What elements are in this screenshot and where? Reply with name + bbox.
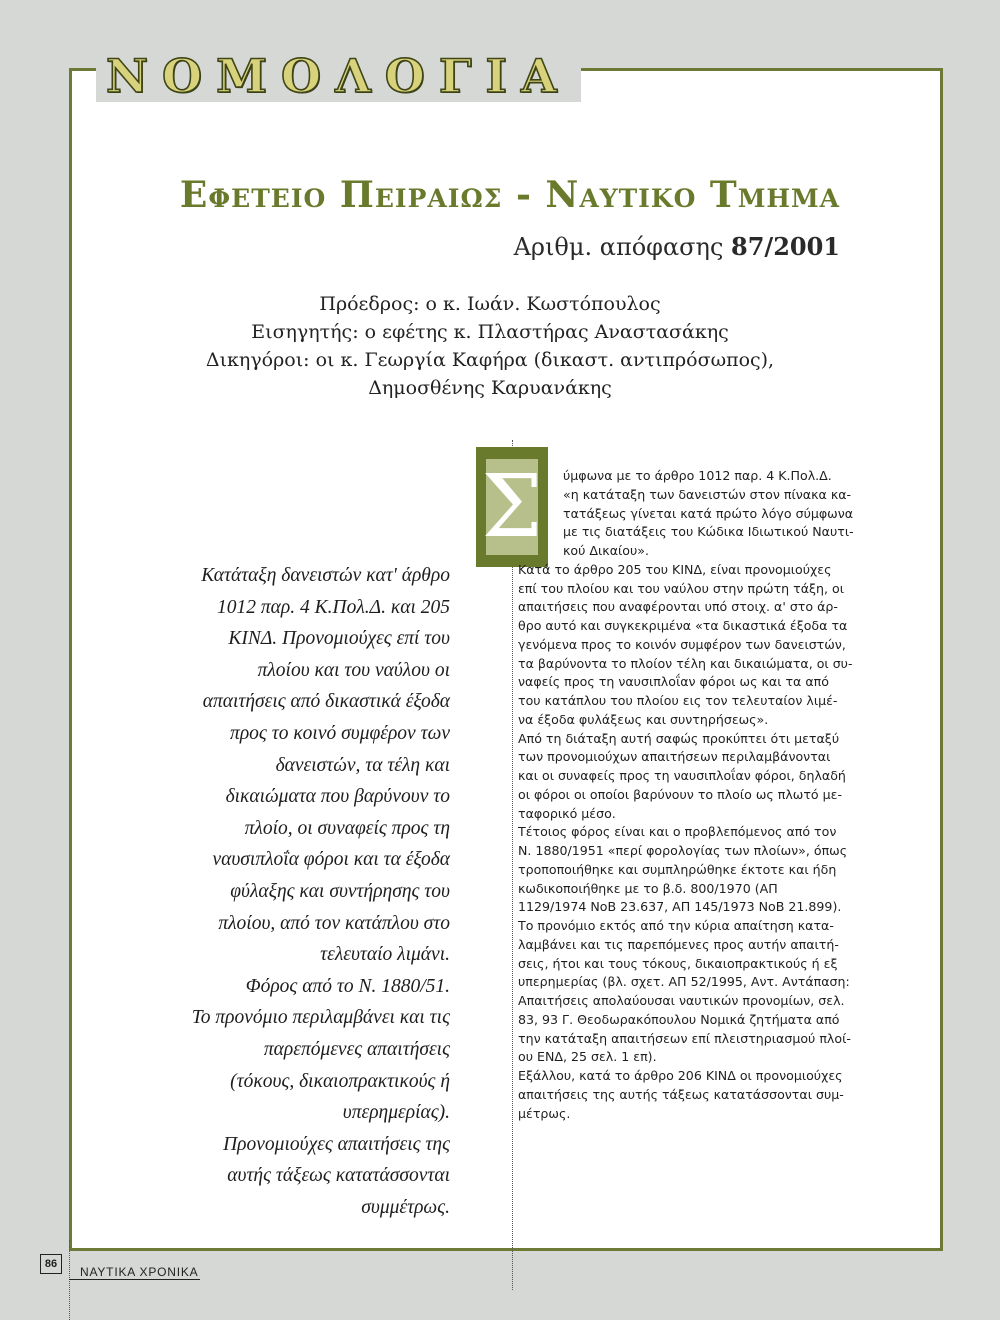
body-line: του κατάπλου του πλοίου εις τον τελευταίον λιμέ-	[518, 693, 838, 708]
decision-label: Αριθμ. απόφασης	[513, 233, 724, 261]
summary-line: παρεπόμενες απαιτήσεις	[263, 1038, 450, 1060]
summary-line: φύλαξης και συντήρησης του	[230, 880, 450, 902]
body-line: Από τη διάταξη αυτή σαφώς προκύπτει ότι μεταξύ	[518, 730, 840, 746]
body-line: ταφορικό μέσο.	[518, 805, 616, 821]
body-line: απαιτήσεις που αναφέρονται υπό στοιχ. α' στο άρ-	[518, 599, 838, 615]
body-line: υπερημερίας (βλ. σχετ. ΑΠ 52/1995, Αντ. Αντάπαση:	[518, 974, 850, 990]
body-line: Το προνόμιο εκτός από την κύρια απαίτηση κατα-	[518, 918, 834, 933]
summary-line: δικαιώματα που βαρύνουν το	[225, 786, 450, 808]
article-body	[518, 467, 888, 1123]
body-line: λαμβάνει και τις παρεπόμενες προς αυτήν απαιτή-	[518, 936, 839, 952]
summary-line: απαιτήσεις από δικαστικά έξοδα	[202, 691, 450, 713]
summary-line: υπερημερίας).	[342, 1102, 450, 1124]
body-line: ύμφωνα με το άρθρο 1012 παρ. 4 Κ.Πολ.Δ.	[563, 468, 832, 483]
court-credits	[100, 290, 880, 402]
decision-number	[100, 232, 840, 262]
body-line: Τέτοιος φόρος είναι και ο προβλεπόμενος από τον	[518, 824, 837, 840]
page-number: 86	[40, 1254, 62, 1274]
credit-line: Δικηγόροι: οι κ. Γεωργία Καφήρα (δικαστ. αντιπρόσωπος),	[205, 349, 775, 371]
credit-line: Εισηγητής: ο εφέτης κ. Πλαστήρας Αναστασάκης	[251, 321, 729, 343]
body-line: τατάξεως γίνεται κατά πρώτο λόγο σύμφωνα	[563, 505, 854, 521]
body-line: Απαιτήσεις απολαύουσαι ναυτικών προνομίων, σελ.	[518, 993, 845, 1008]
summary-line: προς το κοινό συμφέρον των	[230, 722, 450, 744]
summary-line: ναυσιπλοΐα φόροι και τα έξοδα	[212, 849, 450, 871]
summary-line: δανειστών, τα τέλη και	[275, 754, 450, 776]
body-line: ου ΕΝΔ, 25 σελ. 1 επ).	[518, 1049, 657, 1065]
credit-line: Δημοσθένης Καρυανάκης	[368, 377, 612, 399]
drop-cap-letter: Σ	[481, 457, 543, 557]
summary-line: Προνομιούχες απαιτήσεις της	[223, 1133, 450, 1155]
body-line: τροποποιήθηκε και συμπληρώθηκε έκτοτε και ήδη	[518, 861, 837, 877]
article-title: Εφετειο Πειραιως - Ναυτικο Τμημα	[179, 174, 841, 216]
summary-line: ΚΙΝΔ. Προνομιούχες επί του	[228, 628, 450, 650]
summary-line: πλοίο, οι συναφείς προς τη	[244, 817, 450, 839]
body-line: μέτρως.	[518, 1105, 571, 1121]
footer-divider	[69, 1240, 70, 1320]
section-tag: ΝΟΜΟΛΟΓΙΑ	[96, 50, 581, 102]
body-line: 83, 93 Γ. Θεοδωρακόπουλου Νομικά ζητήματα από	[518, 1011, 840, 1027]
decision-value: 87/2001	[731, 232, 840, 261]
body-line: θρο αυτό και συγκεκριμένα «τα δικαστικά έξοδα τα	[518, 618, 848, 633]
body-line: τα βαρύνοντα το πλοίον τέλη και δικαιώματα, οι συ-	[518, 655, 853, 671]
body-line: επί του πλοίου και του ναύλου στην πρώτη τάξη, οι	[518, 580, 844, 596]
body-line: απαιτήσεις της αυτής τάξεως κατατάσσονται συμ-	[518, 1086, 844, 1102]
body-line: Κατά το άρθρο 205 του ΚΙΝΔ, είναι προνομιούχες	[518, 561, 832, 577]
summary-line: (τόκους, δικαιοπρακτικούς ή	[230, 1070, 450, 1092]
body-line: και οι συναφείς προς τη ναυσιπλοΐαν φόροι, δηλαδή	[518, 768, 846, 783]
body-line: να έξοδα φυλάξεως και συντηρήσεως».	[518, 711, 769, 727]
summary-line: 1012 παρ. 4 Κ.Πολ.Δ. και 205	[217, 596, 450, 618]
body-line: Εξάλλου, κατά το άρθρο 206 ΚΙΝΔ οι προνομιούχες	[518, 1068, 843, 1083]
body-line: την κατάταξη απαιτήσεων επί πλειστηριασμού πλοί-	[518, 1030, 851, 1046]
body-line: των προνομιούχων απαιτήσεων περιλαμβάνονται	[518, 749, 831, 765]
summary-line: τελευταίο λιμάνι.	[320, 944, 450, 966]
summary-line: Το προνόμιο περιλαμβάνει και τις	[191, 1007, 450, 1029]
body-line: κωδικοποιήθηκε με το β.δ. 800/1970 (ΑΠ	[518, 880, 778, 896]
summary-line: πλοίου και του ναύλου οι	[257, 659, 450, 681]
credit-line: Πρόεδρος: ο κ. Ιωάν. Κωστόπουλος	[319, 293, 661, 315]
summary-pullquote	[150, 560, 450, 1223]
body-line: 1129/1974 ΝοΒ 23.637, ΑΠ 145/1973 ΝοΒ 21.899).	[518, 899, 842, 915]
body-line: κού Δικαίου».	[563, 543, 649, 558]
body-line: οι φόροι οι οποίοι βαρύνουν το πλοίο ως πλωτό με-	[518, 786, 843, 802]
summary-line: αυτής τάξεως κατατάσσονται	[227, 1165, 450, 1187]
footer-rule	[69, 1279, 200, 1280]
body-line: με τις διατάξεις του Κώδικα Ιδιωτικού Ναυτι-	[563, 524, 854, 540]
body-line: σεις, ήτοι και τους τόκους, δικαιοπρακτικούς ή εξ	[518, 955, 838, 971]
column-divider	[512, 440, 513, 1290]
body-line: «η κατάταξη των δανειστών στον πίνακα κα-	[563, 486, 852, 502]
body-line: Ν. 1880/1951 «περί φορολογίας των πλοίων», όπως	[518, 843, 848, 858]
journal-name: ΝΑΥΤΙΚΑ ΧΡΟΝΙΚΑ	[80, 1265, 199, 1279]
summary-line: Φόρος από το Ν. 1880/51.	[245, 975, 450, 997]
body-line: ναφείς προς τη ναυσιπλοΐαν φόροι ως και τα από	[518, 674, 829, 690]
summary-line: συμμέτρως.	[361, 1196, 450, 1218]
summary-line: Κατάταξη δανειστών κατ' άρθρο	[201, 565, 450, 586]
body-line: γενόμενα προς το κοινόν συμφέρον των δανειστών,	[518, 636, 846, 652]
summary-line: πλοίου, από τον κατάπλου στο	[218, 912, 450, 934]
